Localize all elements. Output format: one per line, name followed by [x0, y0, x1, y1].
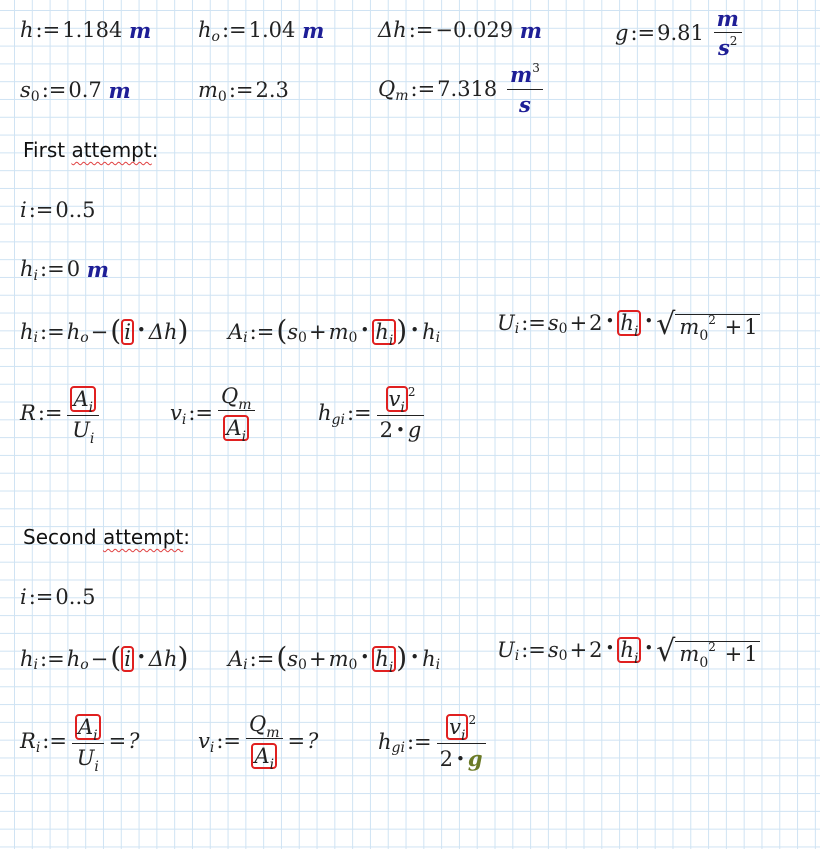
value-ho: 1.04 [248, 18, 296, 42]
error-highlight[interactable]: $A_i$ [251, 743, 277, 769]
heading-second-attempt[interactable]: Second attempt: [23, 525, 190, 549]
result-placeholder[interactable]: ? [128, 729, 140, 754]
def-Ui-2[interactable]: U i := s 0 + 2 • $h_i$ • √ $m_0^2 +1$ [497, 634, 758, 671]
def-hgi-2[interactable]: h gi := $\frac{v_i^2}{2 • g}$ [378, 714, 489, 770]
range-def-1[interactable]: i := 0 .. 5 [20, 198, 96, 222]
error-highlight[interactable]: $h_i$ [617, 637, 641, 663]
def-s0[interactable]: s 0 := 0.7 m [20, 78, 131, 105]
value-h: 1.184 [62, 18, 123, 42]
result-placeholder[interactable]: ? [307, 729, 319, 754]
var-h: h [20, 18, 34, 42]
def-hi-init[interactable]: h i := 0 m [20, 257, 109, 284]
value-Qm: 7.318 [437, 77, 498, 101]
def-h[interactable]: h := 1.184 m [20, 18, 152, 43]
def-ho[interactable]: h o := 1.04 m [198, 18, 325, 45]
def-R-1[interactable]: R := $\frac{A_i}{U_i}$ [20, 386, 102, 441]
error-highlight[interactable]: $v_i$ [386, 386, 408, 412]
unit-fraction-g: $\frac{m}{s^2}$ [714, 8, 742, 59]
error-highlight[interactable]: $A_i$ [75, 714, 101, 740]
error-highlight[interactable]: i [121, 646, 134, 672]
def-m0[interactable]: m 0 := 2.3 [198, 78, 289, 105]
def-hi-1[interactable]: h i := h o − ( i • Δh ) [20, 314, 189, 347]
error-highlight[interactable]: $h_i$ [372, 646, 396, 672]
def-hgi-1[interactable]: h gi := $\frac{v_i^2}{2 • g}$ [318, 386, 427, 441]
spellcheck-word: attempt [71, 138, 152, 162]
error-highlight[interactable]: $A_i$ [223, 415, 249, 441]
error-highlight[interactable]: $h_i$ [617, 310, 641, 336]
value-s0: 0.7 [68, 78, 102, 102]
def-delta-h[interactable]: Δh := −0.029 m [378, 18, 543, 43]
heading-first-attempt[interactable]: First attempt: [23, 138, 159, 162]
def-vi-1[interactable]: v i := $\frac{Q_m}{A_i}$ [170, 386, 258, 441]
error-highlight[interactable]: $v_i$ [446, 714, 468, 740]
builtin-g: g [467, 746, 483, 772]
def-Ai-1[interactable]: A i := ( s 0 + m 0 • $h_i$ ) • h i [228, 314, 441, 349]
value-g: 9.81 [657, 21, 704, 45]
error-highlight[interactable]: $h_i$ [372, 319, 396, 345]
def-hi-2[interactable]: h i := h o − ( i • Δh ) [20, 641, 189, 674]
def-Ai-2[interactable]: A i := ( s 0 + m 0 • $h_i$ ) • h i [228, 641, 441, 676]
range-def-2[interactable]: i := 0 .. 5 [20, 585, 96, 609]
error-highlight[interactable]: i [121, 319, 134, 345]
value-m0: 2.3 [255, 78, 289, 102]
def-vi-2[interactable]: v i := $\frac{Q_m}{A_i}$ = ? [198, 712, 319, 773]
unit-m: m [129, 18, 152, 43]
error-highlight[interactable]: $A_i$ [70, 386, 96, 412]
def-Ui-1[interactable]: U i := s 0 + 2 • $h_i$ • √ $m_0^2 +1$ [497, 307, 758, 344]
square-root: √ $m_0^2 +1$ [656, 634, 758, 671]
def-g[interactable]: g := 9.81 $\frac{m}{s^2}$ [615, 8, 745, 59]
spellcheck-word: attempt [102, 525, 184, 549]
square-root: √ $m_0^2 +1$ [656, 307, 758, 344]
unit-fraction-Qm: $\frac{m^3}{s}$ [507, 64, 543, 115]
value-delta-h: −0.029 [435, 18, 514, 42]
def-Ri-2[interactable]: R i := $\frac{A_i}{U_i}$ = ? [20, 715, 140, 776]
def-Qm[interactable]: Q m := 7.318 $\frac{m^3}{s}$ [378, 64, 546, 115]
